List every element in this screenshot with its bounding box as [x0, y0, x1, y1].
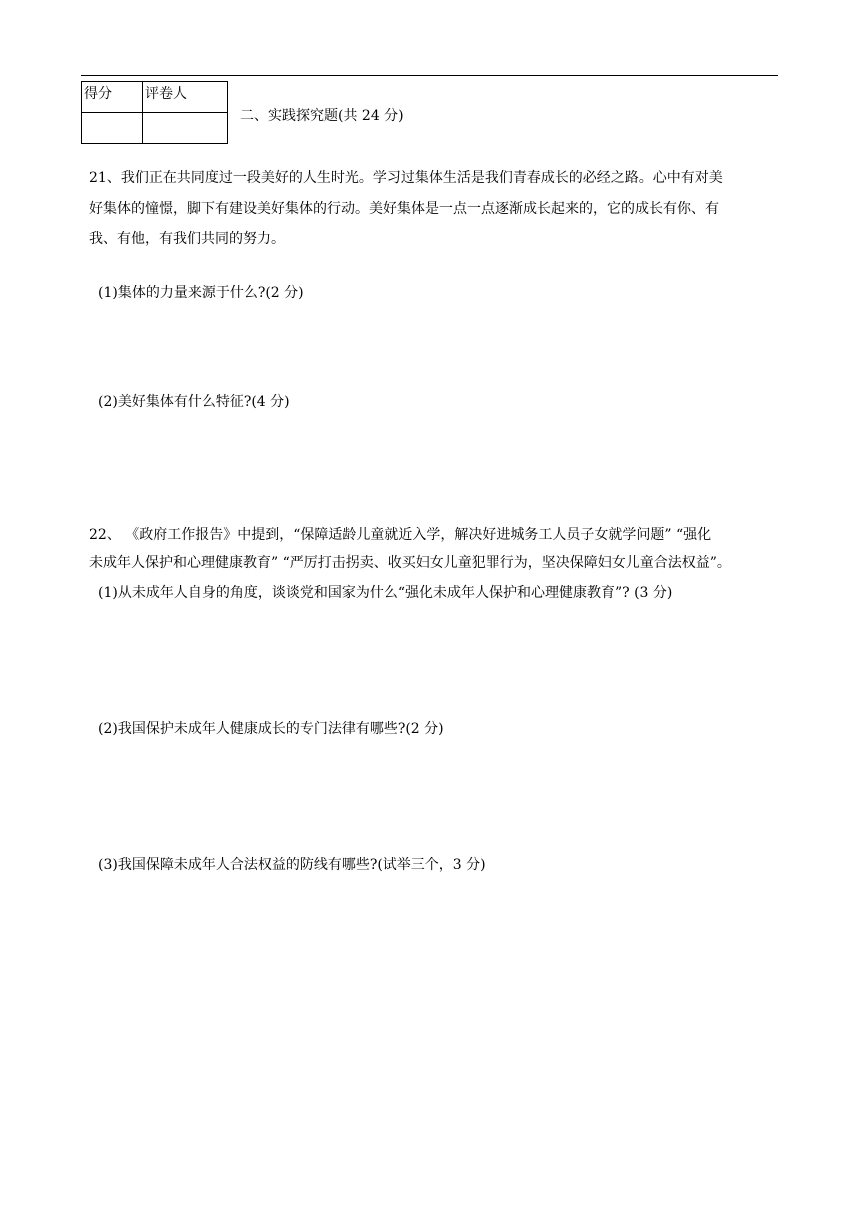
grader-cell[interactable] [143, 113, 228, 144]
score-table [81, 81, 228, 144]
section-heading: 二、实践探究题(共 24 分) [240, 108, 404, 124]
score-cell[interactable] [82, 113, 143, 144]
q21-line-1: 21、我们正在共同度过一段美好的人生时光。学习过集体生活是我们青春成长的必经之路。心中有对美 [89, 170, 723, 186]
q21-line-3: 我、有他，有我们共同的努力。 [89, 231, 285, 247]
q22-line-2: 未成年人保护和心理健康教育” “严厉打击拐卖、收买妇女儿童犯罪行为，坚决保障妇女儿童合法权益”。 [89, 555, 731, 571]
q21-line-2: 好集体的憧憬，脚下有建设美好集体的行动。美好集体是一点一点逐渐成长起来的，它的成长有你、有 [89, 201, 719, 217]
q22-subquestion-3: (3)我国保障未成年人合法权益的防线有哪些?(试举三个，3 分) [98, 857, 486, 873]
q21-subquestion-2: (2)美好集体有什么特征?(4 分) [98, 394, 290, 410]
q21-subquestion-1: (1)集体的力量来源于什么?(2 分) [98, 285, 304, 301]
q22-subquestion-2: (2)我国保护未成年人健康成长的专门法律有哪些?(2 分) [98, 721, 444, 737]
score-header: 得分 [82, 82, 143, 113]
score-table-blank-row [82, 113, 228, 144]
q22-line-1: 22、 《政府工作报告》中提到，“保障适龄儿童就近入学，解决好进城务工人员子女就学问题” “强化 [89, 527, 712, 543]
grader-header: 评卷人 [143, 82, 228, 113]
score-table-header-row [82, 82, 228, 113]
header-rule [81, 75, 778, 76]
q22-subquestion-1: (1)从未成年人自身的角度，谈谈党和国家为什么“强化未成年人保护和心理健康教育”? (3 分) [98, 585, 673, 601]
